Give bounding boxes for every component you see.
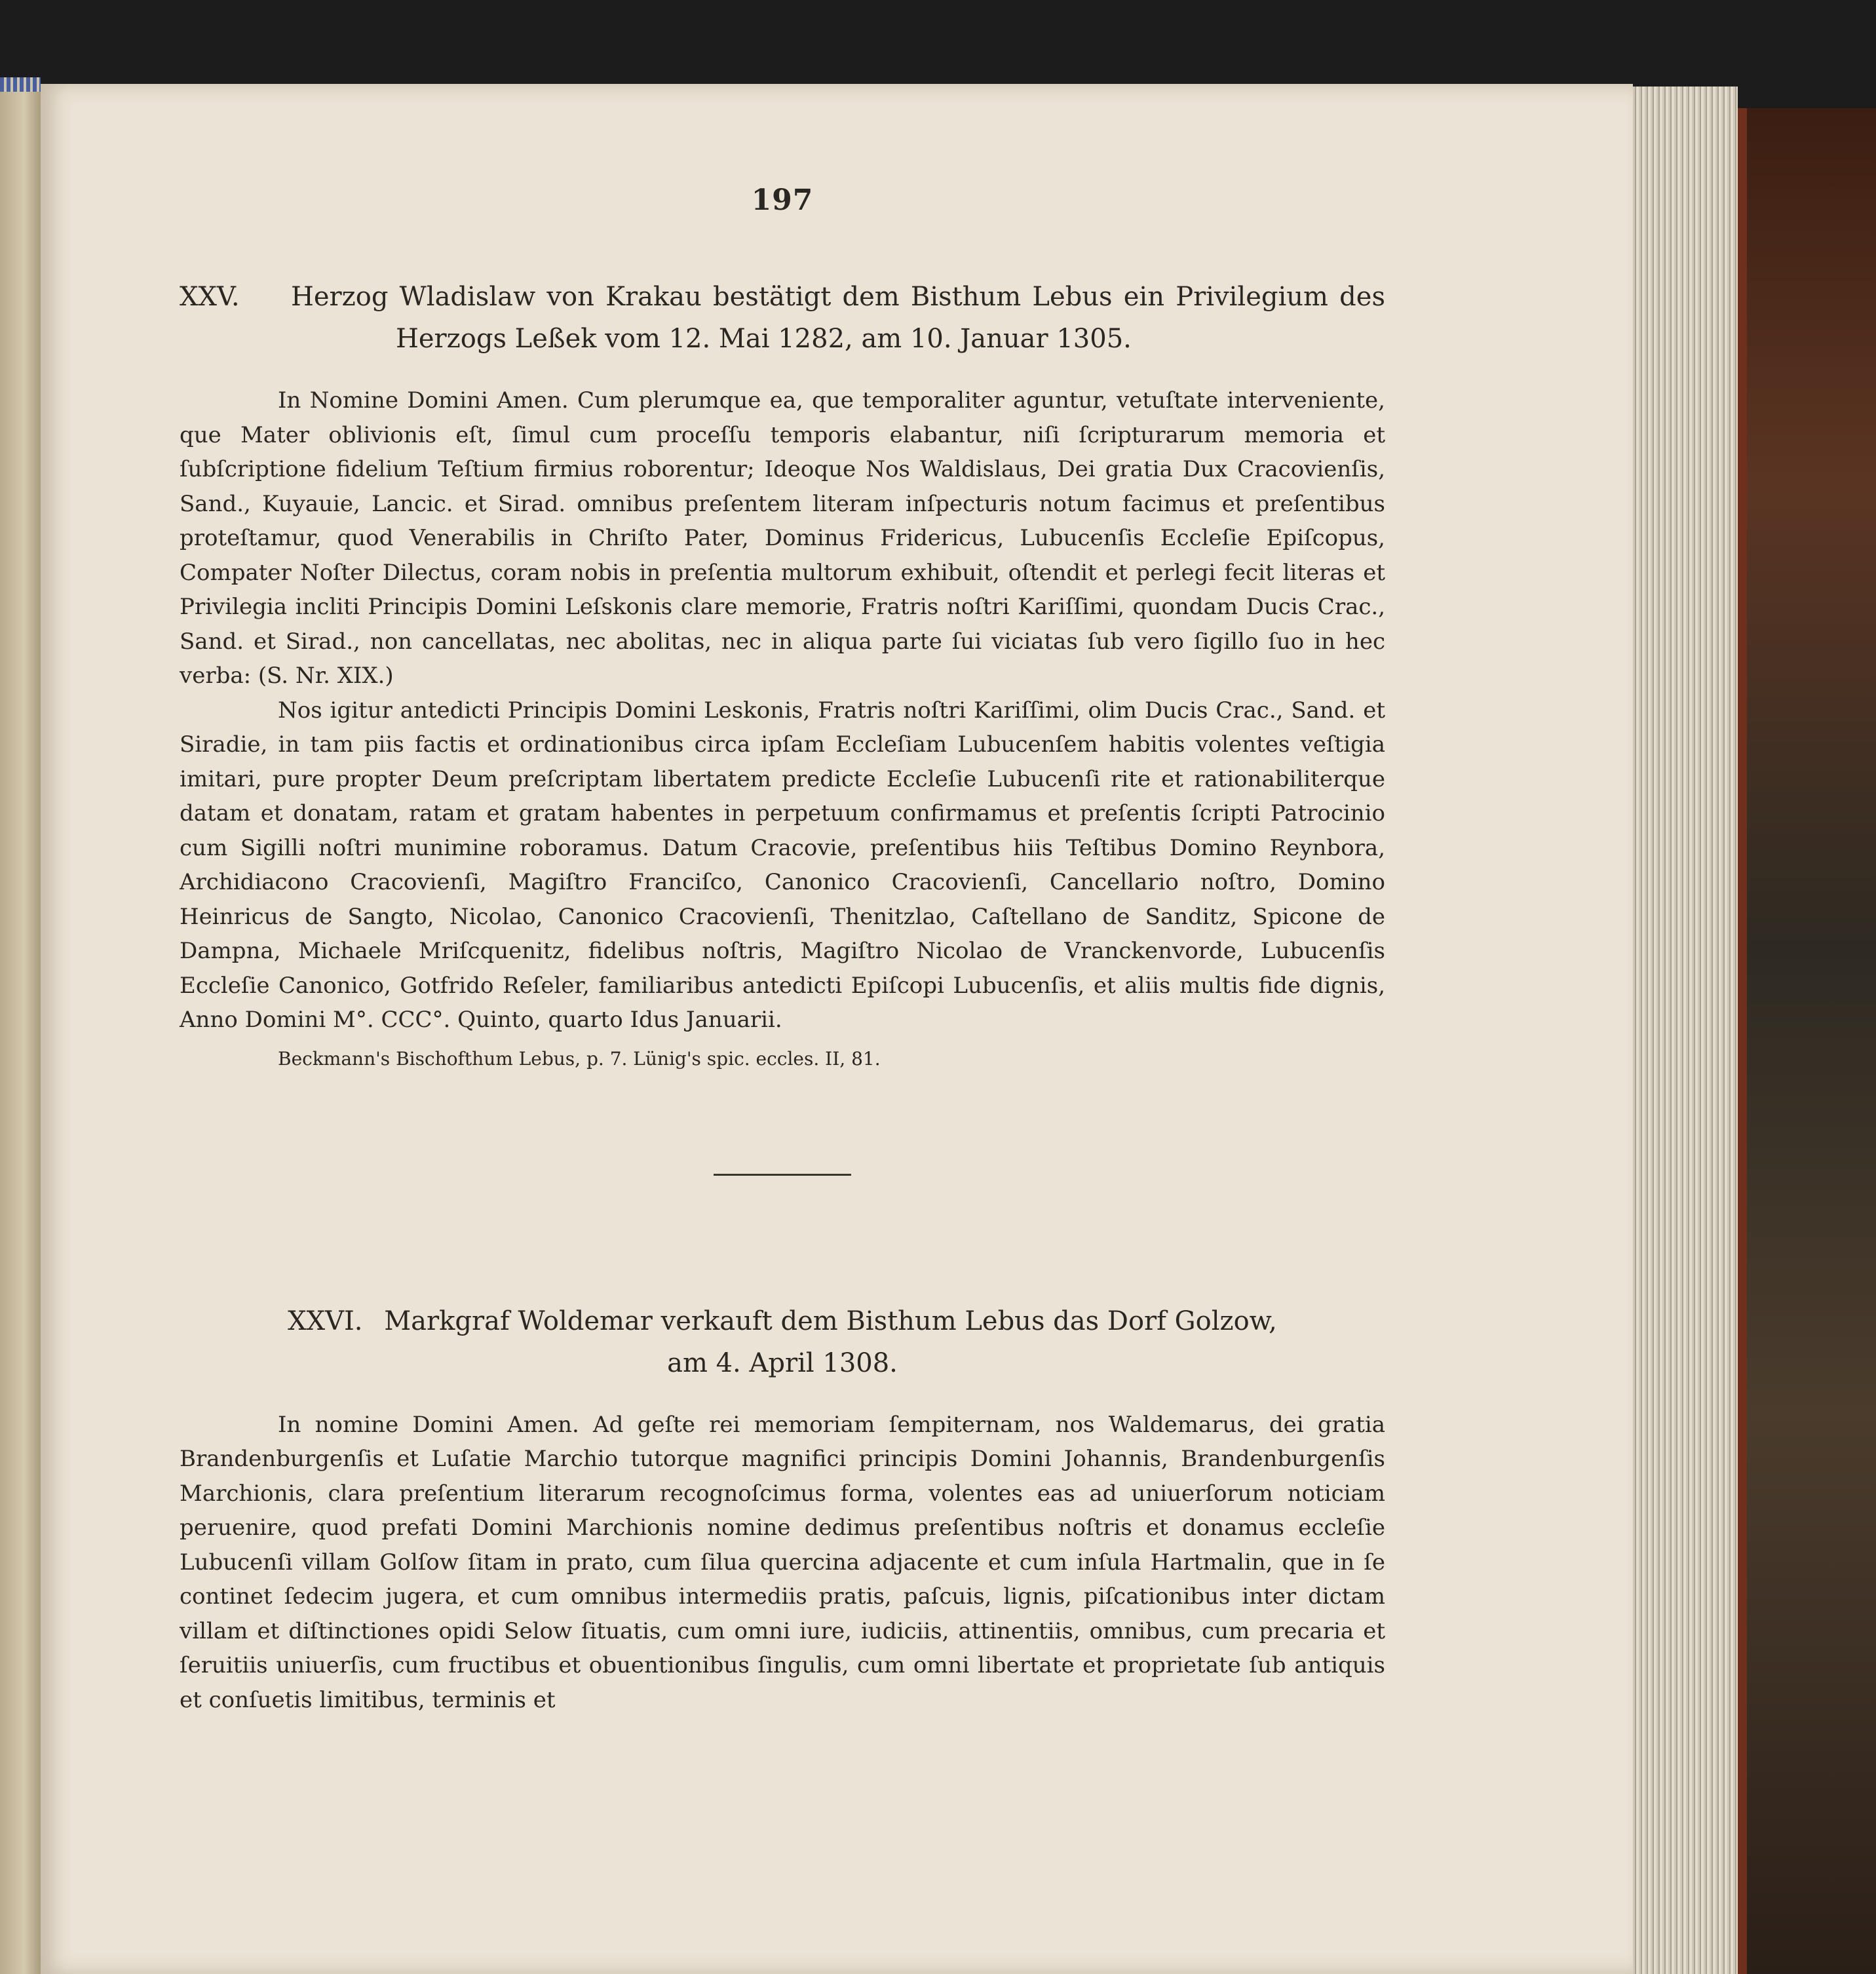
left-page-edge [0, 77, 41, 1974]
section-title-line-2: Herzogs Leßek vom 12. Mai 1282, am 10. Januar 1305. [396, 324, 1132, 354]
section-title [291, 276, 1385, 360]
page-stack-edges [1633, 87, 1738, 1974]
cover-spine-edge [1738, 108, 1747, 1974]
section-divider [714, 1174, 851, 1176]
paragraph: In Nomine Domini Amen. Cum plerumque ea, que temporaliter aguntur, vetuſtate interveniente, que Mater oblivionis eſt, ſimul cum proceſſu temporis elabantur, niſi ſcripturarum memoria et ſubſcriptione fidelium Teſtium firmius roborentur; Ideoque Nos Waldislaus, Dei gratia Dux Cracovienſis, Sand., Kuyauie, Lancic. et Sirad. omnibus preſentem literam inſpecturis notum facimus et preſentibus proteſtamur, quod Venerabilis in Chriſto Pater, Dominus Fridericus, Lubucenſis Eccleſie Epiſcopus, Compater Noſter Dilectus, coram nobis in preſentia multorum exhibuit, oſtendit et perlegi fecit literas et Privilegia incliti Principis Domini Leſskonis clare memorie, Fratris noſtri Kariſſimi, quondam Ducis Crac., Sand. et Sirad., non cancellatas, nec abolitas, nec in aliqua parte ſui viciatas ſub vero ſigillo ſuo in hec verba: (S. Nr. XIX.) [180, 387, 1385, 689]
paragraph: Nos igitur antedicti Principis Domini Leskonis, Fratris noſtri Kariſſimi, olim Ducis Crac., Sand. et Siradie, in tam piis factis et ordinationibus circa ipſam Eccleſiam Lubucenſem habitis volentes veſtigia imitari, pure propter Deum preſcriptam libertatem predicte Eccleſie Lubucenſi rite et rationabiliterque datam et donatam, ratam et gratam habentes in perpetuum confirmamus et preſentis ſcripti Patrocinio cum Sigilli noſtri munimine roboramus. Datum Cracovie, preſentibus hiis Teſtibus Domino Reynbora, Archidiacono Cracovienſi, Magiſtro Franciſco, Canonico Cracovienſi, Cancellario noſtro, Domino Heinricus de Sangto, Nicolao, Canonico Cracovienſi, Thenitzlao, Caſtellano de Sanditz, Spicone de Dampna, Michaele Mriſcquenitz, fidelibus noſtris, Magiſtro Nicolao de Vranckenvorde, Lubucenſis Eccleſie Canonico, Gotfrido Reſeler, familiaribus antedicti Epiſcopi Lubucenſis, et aliis multis fide dignis, Anno Domini M°. CCC°. Quinto, quarto Idus Januarii. [180, 697, 1385, 1033]
section-heading-xxvi [180, 1300, 1385, 1384]
section-heading-xxv [180, 276, 1385, 360]
section-title-line-1: Markgraf Woldemar verkauft dem Bisthum Lebus das Dorf Golzow, [384, 1306, 1277, 1336]
section-title-line-1: Herzog Wladislaw von Krakau bestätigt dem Bisthum Lebus ein Privilegium des [291, 282, 1385, 312]
paragraph: In nomine Domini Amen. Ad geſte rei memoriam ſempiternam, nos Waldemarus, dei gratia Brandenburgenſis et Luſatie Marchio tutorque magnifici principis Domini Johannis, Brandenburgenſis Marchionis, clara preſentium literarum recognoſcimus forma, volentes eas ad uniuerſorum noticiam peruenire, quod prefati Domini Marchionis nomine dedimus preſentibus noſtris et donamus eccleſie Lubucenſi villam Golſow ſitam in prato, cum ſilua quercina adjacente et cum inſula Hartmalin, que in ſe continet ſedecim jugera, et cum omnibus intermediis pratis, paſcuis, lignis, piſcationibus inter dictam villam et diſtinctiones opidi Selow ſituatis, cum omni iure, iudiciis, attinentiis, omnibus, cum precaria et ſeruitiis uniuerſis, cum fructibus et obuentionibus ſingulis, cum omni libertate et proprietate ſub antiquis et conſuetis limitibus, terminis et [180, 1411, 1385, 1713]
book-cover [1738, 108, 1876, 1974]
page-content [180, 184, 1385, 1717]
bookmark-ribbon [0, 77, 41, 92]
page-number: 197 [751, 184, 814, 217]
section-title-line-2: am 4. April 1308. [667, 1347, 898, 1378]
source-citation: Beckmann's Bischofthum Lebus, p. 7. Lünig's spic. eccles. II, 81. [278, 1047, 881, 1070]
section-numeral: XXV. [180, 282, 240, 312]
section-numeral: XXVI. [288, 1306, 363, 1336]
